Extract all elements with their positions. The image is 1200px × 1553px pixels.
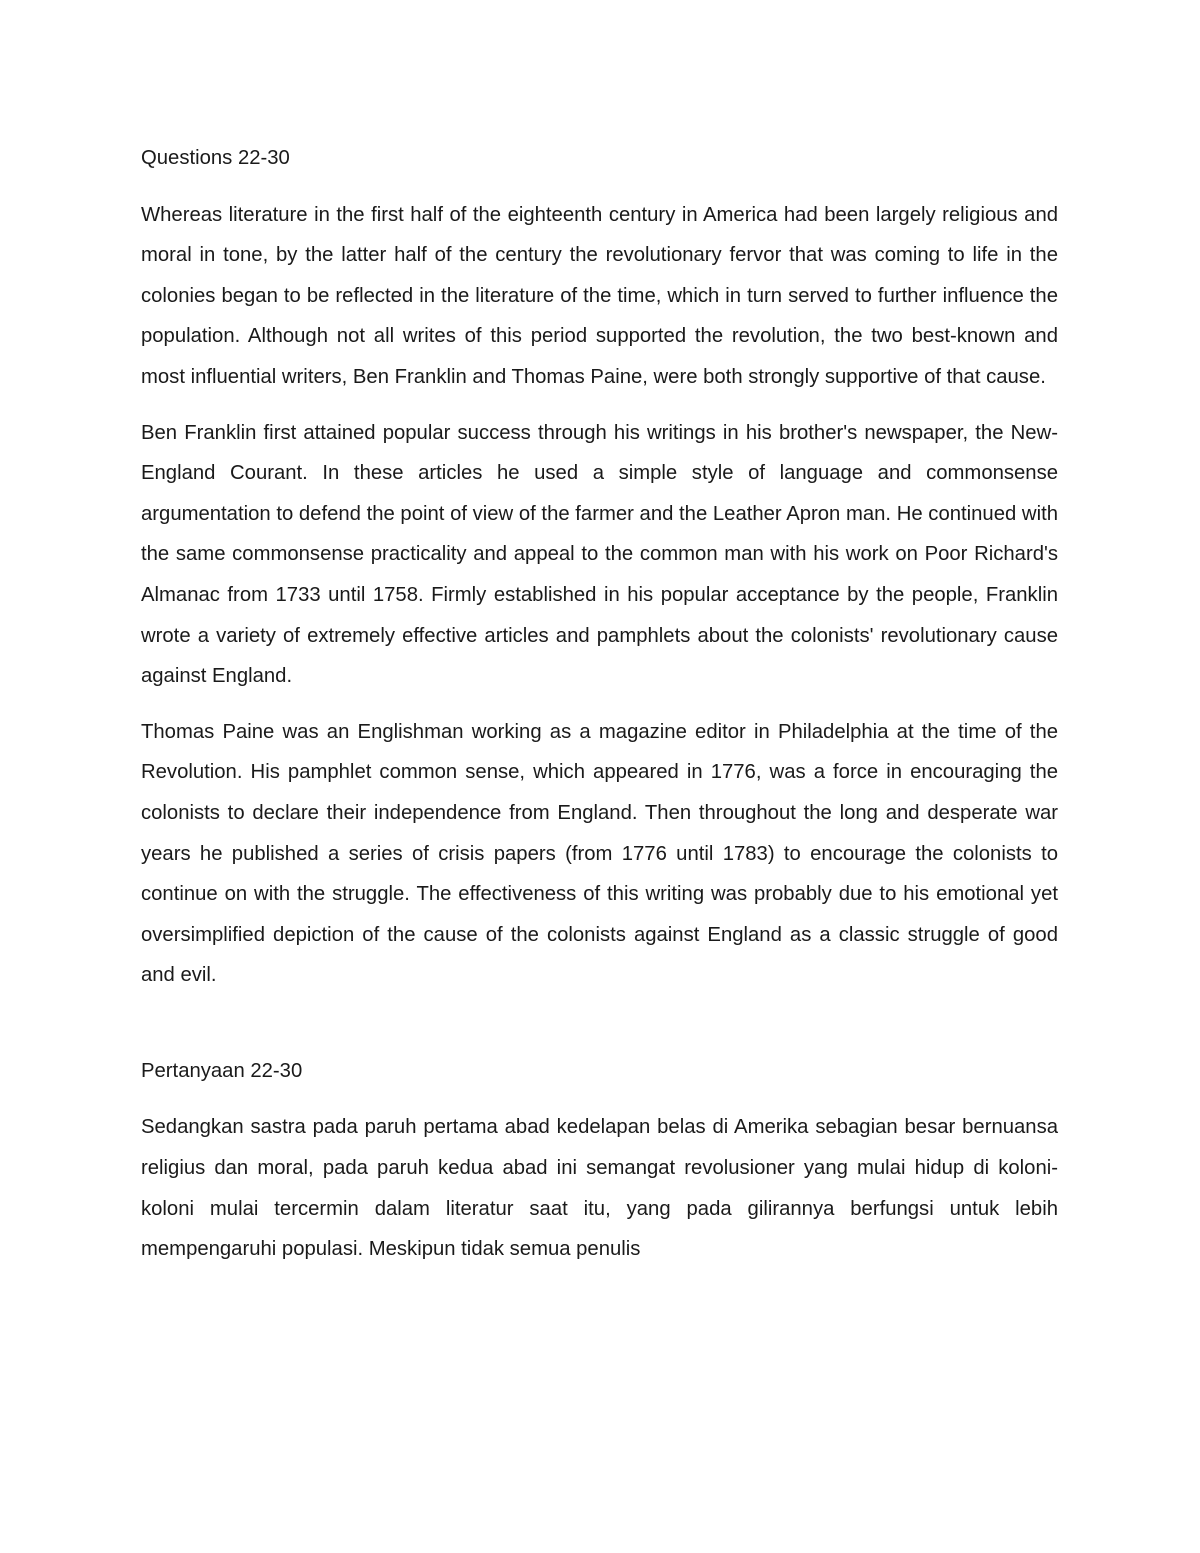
english-heading: Questions 22-30 [141,147,290,169]
english-paragraph-3: Thomas Paine was an Englishman working as a magazine editor in Philadelphia at the time of the Revolution. His pamphlet common sense, which appeared in 1776, was a force in encouraging the colonists to declare their independence from England. Then throughout the long and desperate war years he published a series of crisis papers (from 1776 until 1783) to encourage the colonists to continue on with the struggle. The effectiveness of this writing was probably due to his emotional yet oversimplified depiction of the cause of the colonists against England as a classic struggle of good and evil. [141,720,1058,987]
indonesian-paragraph-1: Sedangkan sastra pada paruh pertama abad kedelapan belas di Amerika sebagian besar bernuansa religius dan moral, pada paruh kedua abad ini semangat revolusioner yang mulai hidup di koloni-koloni mulai tercermin dalam literatur saat itu, yang pada gilirannya berfungsi untuk lebih mempengaruhi populasi. Meskipun tidak semua penulis [141,1116,1058,1261]
english-paragraph-1: Whereas literature in the first half of the eighteenth century in America had been largely religious and moral in tone, by the latter half of the century the revolutionary fervor that was coming to life in the colonies began to be reflected in the literature of the time, which in turn served to further influence the population. Although not all writes of this period supported the revolution, the two best-known and most influential writers, Ben Franklin and Thomas Paine, were both strongly supportive of that cause. [141,203,1058,388]
english-paragraph-2: Ben Franklin first attained popular success through his writings in his brother's newspaper, the New-England Courant. In these articles he used a simple style of language and commonsense argumentation to defend the point of view of the farmer and the Leather Apron man. He continued with the same commonsense practicality and appeal to the common man with his work on Poor Richard's Almanac from 1733 until 1758. Firmly established in his popular acceptance by the people, Franklin wrote a variety of extremely effective articles and pamphlets about the colonists' revolutionary cause against England. [141,421,1058,688]
indonesian-heading: Pertanyaan 22-30 [141,1059,303,1082]
document-page [141,138,1058,1285]
section-spacer [141,1011,1058,1051]
